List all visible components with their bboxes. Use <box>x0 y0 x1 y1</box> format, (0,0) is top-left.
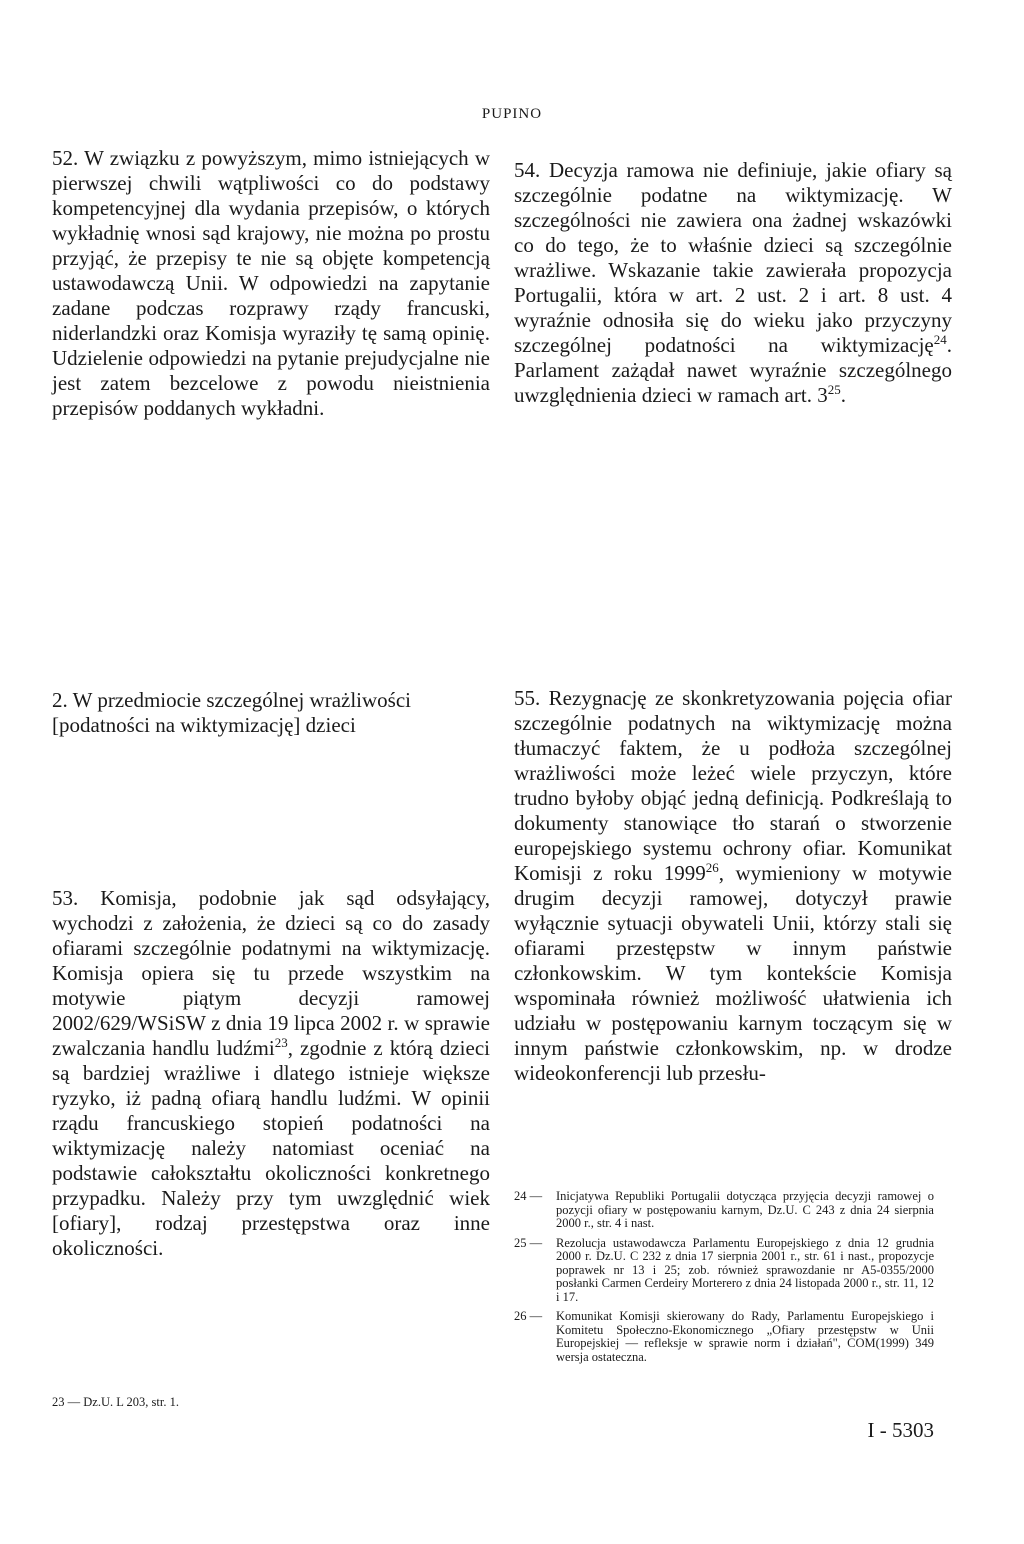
footnote-text: Inicjatywa Republiki Portugalii dotycząca przyjęcia decyzji ramowej o pozycji ofiary w postępowaniu karnym, Dz.U. C 243 z dnia 24 sierpnia 2000 r., str. 4 i nast. <box>556 1189 934 1230</box>
footnote-23 <box>52 1396 352 1410</box>
footnote-number: 23 — <box>52 1395 81 1409</box>
paragraph-55 <box>514 686 952 1086</box>
paragraph-number: 55. <box>514 686 541 710</box>
section-heading <box>52 688 490 738</box>
paragraph-text-continued: , zgodnie z którą dzieci są bardziej wrażliwe i dlatego istnieje większe ryzyko, iż padną ofiarą handlu ludźmi. W opinii rządu francuskiego stopień podatności na wiktymizację należy natomiast oceniać na podstawie całokształtu okoliczności konkretnego przypadku. Należy przy tym uwzględnić wiek [ofiary], rodzaj przestępstwa oraz inne okoliczności. <box>52 1036 490 1260</box>
paragraph-text: W związku z powyższym, mimo istniejących w pierwszej chwili wątpliwości co do podstawy kompetencyjnej dla wydania przepisów, o których wykładnię wnosi sąd krajowy, nie można po prostu przyjąć, że przepisy te nie są objęte kompetencją ustawodawczą Unii. W odpowiedzi na zapytanie zadane podczas rozprawy rządy francuski, niderlandzki oraz Komisja wyraziły tę samą opinię. Udzielenie odpowiedzi na pytanie prejudycjalne nie jest zatem bezcelowe z powodu nieistnienia przepisów poddanych wykładni. <box>52 146 490 420</box>
footnote-24 <box>514 1190 934 1231</box>
footnote-number: 26 — <box>514 1309 543 1323</box>
paragraph-number: 53. <box>52 886 79 910</box>
footnote-text: Komunikat Komisji skierowany do Rady, Parlamentu Europejskiego i Komitetu Społeczno-Ekonomicznego „Ofiary przestępstw w Unii Europejskiej — refleksje w sprawie norm i działań", COM(1999) 349 wersja ostateczna. <box>556 1309 934 1364</box>
footnote-ref-25: 25 <box>827 382 841 397</box>
paragraph-52 <box>52 146 490 421</box>
paragraph-text: Rezygnację ze skonkretyzowania pojęcia ofiar szczególnie podatnych na wiktymizację można tłumaczyć faktem, że u podłoża szczególnej wrażliwości może leżeć wiele przyczyn, które trudno byłoby objąć jedną definicją. Podkreślają to dokumenty stanowiące tło starań o stworzenie europejskiego systemu ochrony ofiar. Komunikat Komisji z roku 1999 <box>514 686 952 885</box>
heading-text: W przedmiocie szczególnej wrażliwości [podatności na wiktymizację] dzieci <box>52 688 412 737</box>
footnotes-block <box>514 1190 934 1370</box>
footnote-25 <box>514 1237 934 1305</box>
footnote-text: Rezolucja ustawodawcza Parlamentu Europejskiego z dnia 12 grudnia 2000 r. Dz.U. C 232 z dnia 17 sierpnia 2001 r., str. 61 i nast., propozycje poprawek nr 13 i 25; zob. również sprawozdanie nr A5-0355/2000 posłanki Carmen Cerdeiry Morterero z dnia 24 listopada 2000 r., str. 11, 12 i 17. <box>556 1235 934 1304</box>
footnote-text: Dz.U. L 203, str. 1. <box>83 1395 179 1409</box>
footnote-number: 25 — <box>514 1235 543 1250</box>
paragraph-text-end: . <box>840 383 846 407</box>
paragraph-54 <box>514 158 952 408</box>
page-number: I - 5303 <box>867 1418 934 1442</box>
footnote-number: 24 — <box>514 1189 543 1203</box>
footnote-26 <box>514 1310 934 1364</box>
paragraph-number: 54. <box>514 158 541 182</box>
running-header: PUPINO <box>481 106 543 122</box>
footnote-ref-26: 26 <box>705 860 719 875</box>
paragraph-text-continued: . Parlament zażądał nawet wyraźnie szczególnego uwzględnienia dzieci w ramach art. 3 <box>514 333 952 407</box>
paragraph-text: Komisja, podobnie jak sąd odsyłający, wychodzi z założenia, że dzieci są co do zasady ofiarami szczególnie podatnymi na wiktymizację. Komisja opiera się tu przede wszystkim na motywie piątym decyzji ramowej 2002/629/WSiSW z dnia 19 lipca 2002 r. w sprawie zwalczania handlu ludźmi <box>52 886 490 1060</box>
paragraph-text-continued: , wymieniony w motywie drugim decyzji ramowej, dotyczył prawie wyłącznie sytuacji obywateli Unii, którzy stali się ofiarami przestępstw w innym państwie członkowskim. W tym kontekście Komisja wspominała również możliwość ułatwienia ich udziału w postępowaniu karnym toczącym się w innym państwie członkowskim, np. w drodze wideokonferencji lub przesłu- <box>514 861 952 1085</box>
footnote-ref-24: 24 <box>933 332 947 347</box>
heading-number: 2. <box>52 688 68 712</box>
paragraph-53 <box>52 886 490 1261</box>
paragraph-number: 52. <box>52 146 79 170</box>
paragraph-text: Decyzja ramowa nie definiuje, jakie ofiary są szczególnie podatne na wiktymizację. W szczególności nie zawiera ona żadnej wskazówki co do tego, że to właśnie dzieci są szczególnie wrażliwe. Wskazanie takie zawierała propozycja Portugalii, która w art. 2 ust. 2 i art. 8 ust. 4 wyraźnie odnosiła się do wieku jako przyczyny szczególnej podatności na wiktymizację <box>514 158 952 357</box>
footnote-ref-23: 23 <box>274 1035 288 1050</box>
